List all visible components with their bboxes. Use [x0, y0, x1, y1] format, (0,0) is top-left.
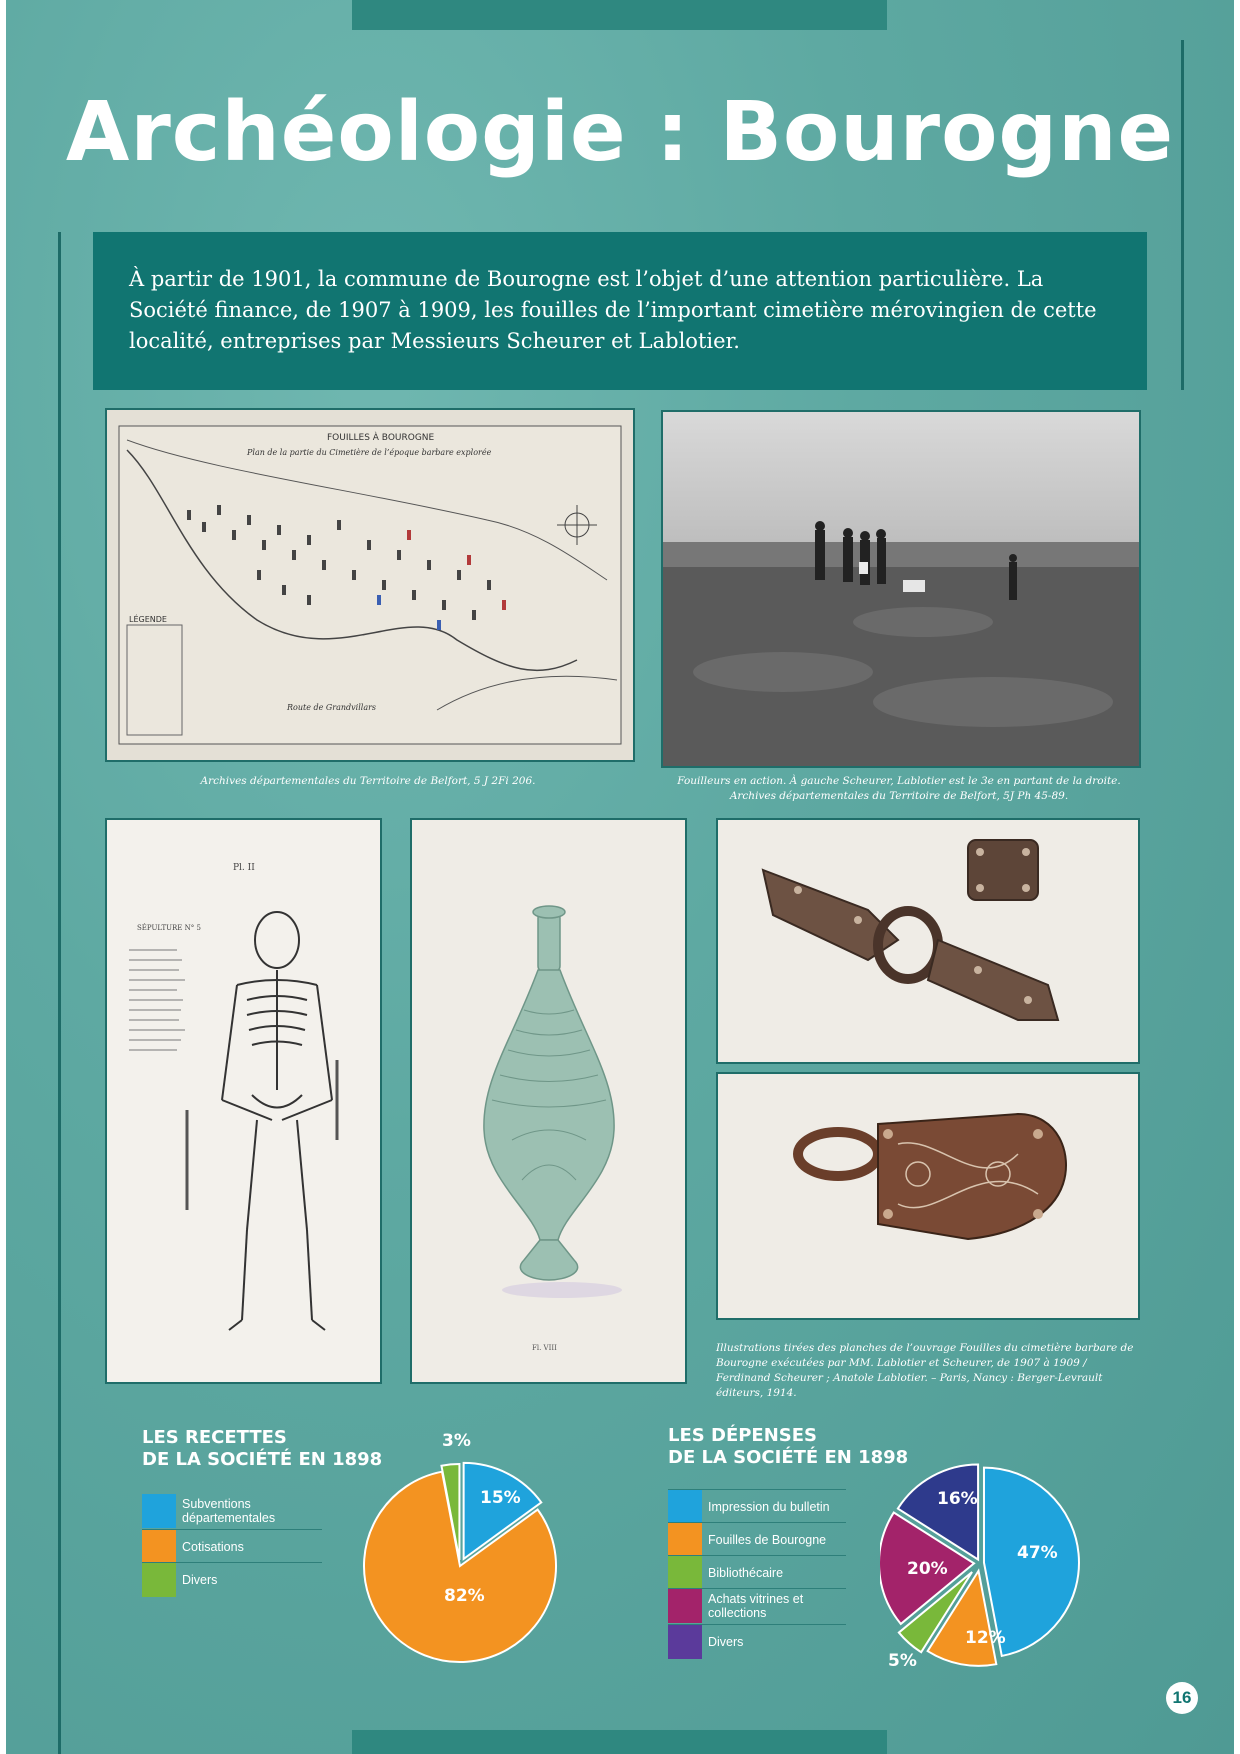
recettes-title-line1: LES RECETTES: [142, 1427, 287, 1448]
legend-swatch-blue: [668, 1490, 702, 1524]
map-caption: Archives départementales du Territoire de Belfort, 5 J 2Fi 206.: [200, 775, 536, 787]
excavation-photo: [661, 410, 1141, 768]
excavation-caption-line1: Fouilleurs en action. À gauche Scheurer, Lablotier est le 3e en partant de la droite.: [677, 775, 1121, 787]
recettes-legend-item: [142, 1494, 322, 1528]
recettes-legend-label: Divers: [182, 1573, 218, 1587]
legend-swatch-blue: [142, 1494, 176, 1528]
depenses-pct-20: 20%: [907, 1559, 948, 1579]
frame-line-left: [58, 232, 61, 1754]
recettes-pct-15: 15%: [480, 1488, 521, 1508]
depenses-legend-label: Bibliothécaire: [708, 1566, 784, 1580]
recettes-legend-label: Cotisations: [182, 1540, 244, 1554]
depenses-pct-16: 16%: [937, 1489, 978, 1509]
legend-swatch-green: [142, 1563, 176, 1597]
recettes-legend-item: [142, 1530, 322, 1564]
recettes-pct-82: 82%: [444, 1586, 485, 1606]
buckle-plate-1: [716, 818, 1140, 1064]
excavation-caption: [661, 774, 1137, 804]
skeleton-plate: [105, 818, 382, 1384]
depenses-legend-item: [668, 1523, 846, 1557]
map-legend-label: LÉGENDE: [129, 615, 167, 624]
depenses-title-line1: LES DÉPENSES: [668, 1425, 818, 1446]
legend-swatch-purple: [668, 1625, 702, 1659]
depenses-legend-label: Divers: [708, 1635, 744, 1649]
recettes-legend-label: Subventions départementales: [182, 1497, 276, 1525]
depenses-legend-item: [668, 1490, 846, 1524]
recettes-title-line2: DE LA SOCIÉTÉ EN 1898: [142, 1449, 383, 1470]
legend-swatch-orange: [142, 1530, 176, 1564]
depenses-legend-item: [668, 1589, 846, 1623]
depenses-title-line2: DE LA SOCIÉTÉ EN 1898: [668, 1447, 909, 1468]
depenses-legend-item: [668, 1556, 846, 1590]
depenses-legend-label: Impression du bulletin: [708, 1500, 830, 1514]
depenses-pct-47: 47%: [1017, 1543, 1058, 1563]
depenses-pct-12: 12%: [965, 1628, 1006, 1648]
depenses-legend-label: Fouilles de Bourogne: [708, 1533, 827, 1547]
depenses-title: [668, 1425, 908, 1469]
recettes-pie-chart: [355, 1436, 575, 1666]
page-title: Archéologie : Bourogne: [65, 85, 1175, 180]
map-subtitle: Plan de la partie du Cimetière de l’époque barbare explorée: [247, 448, 492, 457]
skeleton-heading: SÉPULTURE N° 5: [137, 924, 201, 932]
legend-swatch-orange: [668, 1523, 702, 1557]
map-title: FOUILLES À BOUROGNE: [327, 433, 435, 443]
depenses-pct-5: 5%: [888, 1651, 917, 1671]
illustrations-caption: Illustrations tirées des planches de l’ouvrage Fouilles du cimetière barbare de Bourogne exécutées par MM. Lablotier et Scheurer, de 1907 à 1909 / Ferdinand Scheurer ; Anatole Lablotier. – Paris, Nancy : Berger-Levrault éditeurs, 1914.: [716, 1342, 1134, 1399]
vase-label: Fl. VIII: [532, 1344, 557, 1352]
skeleton-plate-label: Pl. II: [233, 863, 255, 873]
legend-swatch-green: [668, 1556, 702, 1590]
vase-plate: [410, 818, 687, 1384]
legend-swatch-magenta: [668, 1589, 702, 1623]
intro-text: À partir de 1901, la commune de Bourogne est l’objet d’une attention particulière. La Société finance, de 1907 à 1909, les fouilles de l’important cimetière mérovingien de cette localité, entreprises par Messieurs Scheurer et Lablotier.: [93, 232, 1147, 390]
excavation-map: [105, 408, 635, 762]
depenses-legend-item: [668, 1625, 846, 1659]
bottom-tab: [352, 1730, 887, 1754]
depenses-legend-label: Achats vitrines et collections: [708, 1592, 804, 1620]
map-bottom-label: Route de Grandvillars: [287, 703, 377, 712]
page-number: 16: [1166, 1682, 1198, 1714]
excavation-caption-line2: Archives départementales du Territoire de Belfort, 5J Ph 45-89.: [729, 790, 1069, 802]
top-tab: [352, 0, 887, 30]
recettes-title: [142, 1427, 382, 1471]
recettes-legend-item: [142, 1563, 322, 1597]
buckle-plate-2: [716, 1072, 1140, 1320]
recettes-pct-3: 3%: [442, 1431, 471, 1451]
